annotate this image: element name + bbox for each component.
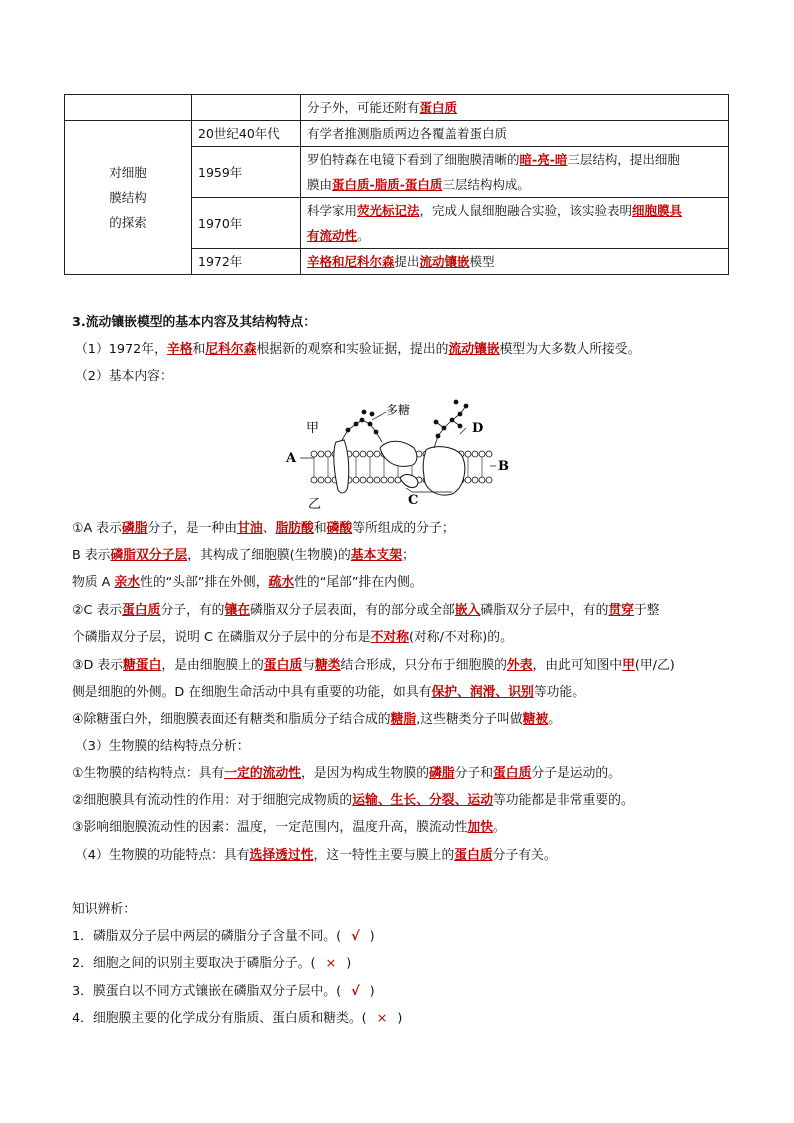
glycolipid-beads: [346, 410, 379, 435]
year-cell: 1959年: [192, 147, 301, 198]
paragraph: ③影响细胞膜流动性的因素：温度，一定范围内，温度升高，膜流动性加快。: [72, 820, 506, 835]
answer-mark: √: [351, 929, 360, 944]
year-cell: 1970年: [192, 198, 301, 249]
event-cell: 辛格和尼科尔森提出流动镶嵌模型: [301, 249, 729, 275]
paragraph: ②细胞膜具有流动性的作用：对于细胞完成物质的运输、生长、分裂、运动等功能都是非常重要的。: [72, 793, 634, 808]
paragraph: （2）基本内容：: [75, 369, 173, 384]
paragraph: （3）生物膜的结构特点分析：: [75, 739, 250, 754]
quiz-title: 知识辨析：: [72, 902, 136, 917]
paragraph: B 表示磷脂双分子层，其构成了细胞膜(生物膜)的基本支架；: [72, 548, 415, 563]
topic-line: 的探索: [109, 215, 147, 230]
fluid-mosaic-diagram: [284, 392, 514, 514]
paragraph: ①A 表示磷脂分子，是一种由甘油、脂肪酸和磷酸等所组成的分子；: [72, 521, 455, 536]
table-row: [65, 121, 729, 147]
year-cell: 20世纪40年代: [192, 121, 301, 147]
answer-mark: ×: [376, 1011, 388, 1026]
topic-line: 对细胞: [109, 165, 147, 180]
table-cell: [65, 95, 192, 121]
paragraph: （4）生物膜的功能特点：具有选择透过性，这一特性主要与膜上的蛋白质分子有关。: [75, 848, 557, 863]
paragraph: ①生物膜的结构特点：具有一定的流动性，是因为构成生物膜的磷脂分子和蛋白质分子是运动的。: [72, 766, 621, 781]
section-heading: 3.流动镶嵌模型的基本内容及其结构特点：: [72, 315, 317, 330]
protein-center: [380, 441, 417, 466]
label-yi: 乙: [308, 497, 322, 512]
paragraph: 个磷脂双分子层，说明 C 在磷脂双分子层中的分布是不对称(对称/不对称)的。: [72, 630, 513, 645]
quiz-item: 3．膜蛋白以不同方式镶嵌在磷脂双分子层中。( √ ): [72, 984, 375, 999]
label-jia: 甲: [306, 421, 320, 436]
quiz-item: 2．细胞之间的识别主要取决于磷脂分子。( × ): [72, 956, 352, 971]
label-A: A: [286, 451, 297, 466]
answer-mark: ×: [325, 956, 337, 971]
event-cell: 科学家用荧光标记法，完成人鼠细胞融合实验，该实验表明细胞膜具 有流动性。: [301, 198, 729, 249]
label-C: C: [408, 493, 419, 508]
quiz-item: 1．磷脂双分子层中两层的磷脂分子含量不同。( √ ): [72, 929, 375, 944]
paragraph: 物质 A 亲水性的“头部”排在外侧，疏水性的“尾部”排在内侧。: [72, 575, 423, 590]
paragraph: ④除糖蛋白外，细胞膜表面还有糖类和脂质分子结合成的糖脂,这些糖类分子叫做糖被。: [72, 712, 562, 727]
event-cell: 罗伯特森在电镜下看到了细胞膜清晰的暗-亮-暗三层结构，提出细胞 膜由蛋白质-脂质-蛋白质三层结构构成。: [301, 147, 729, 198]
label-D: D: [472, 421, 484, 436]
table-row: [65, 95, 729, 121]
label-B: B: [498, 459, 509, 474]
paragraph: ③D 表示糖蛋白，是由细胞膜上的蛋白质与糖类结合形成，只分布于细胞膜的外表，由此可知图中甲(甲/乙): [72, 658, 675, 673]
glycoprotein-beads: [434, 400, 469, 439]
protein-small: [400, 475, 418, 488]
quiz-item: 4．细胞膜主要的化学成分有脂质、蛋白质和糖类。( × ): [72, 1011, 403, 1026]
paragraph: ②C 表示蛋白质分子，有的镶在磷脂双分子层表面，有的部分或全部嵌入磷脂双分子层中，有的贯穿于整: [72, 603, 660, 618]
answer-mark: √: [351, 984, 360, 999]
event-cell: 有学者推测脂质两边各覆盖着蛋白质: [301, 121, 729, 147]
membrane-history-table: [64, 94, 729, 275]
topic-cell: [65, 121, 192, 275]
topic-line: 膜结构: [109, 190, 147, 205]
year-cell: 1972年: [192, 249, 301, 275]
paragraph: 侧是细胞的外侧。D 在细胞生命活动中具有重要的功能，如具有保护、润滑、识别等功能。: [72, 685, 585, 700]
table-cell: [192, 95, 301, 121]
protein-left: [334, 440, 349, 493]
protein-right: [423, 447, 465, 495]
label-polysaccharide: 多糖: [386, 403, 411, 417]
table-cell: 分子外，可能还附有蛋白质: [301, 95, 729, 121]
paragraph: （1）1972年，辛格和尼科尔森根据新的观察和实验证据，提出的流动镶嵌模型为大多数人所接受。: [75, 342, 641, 357]
